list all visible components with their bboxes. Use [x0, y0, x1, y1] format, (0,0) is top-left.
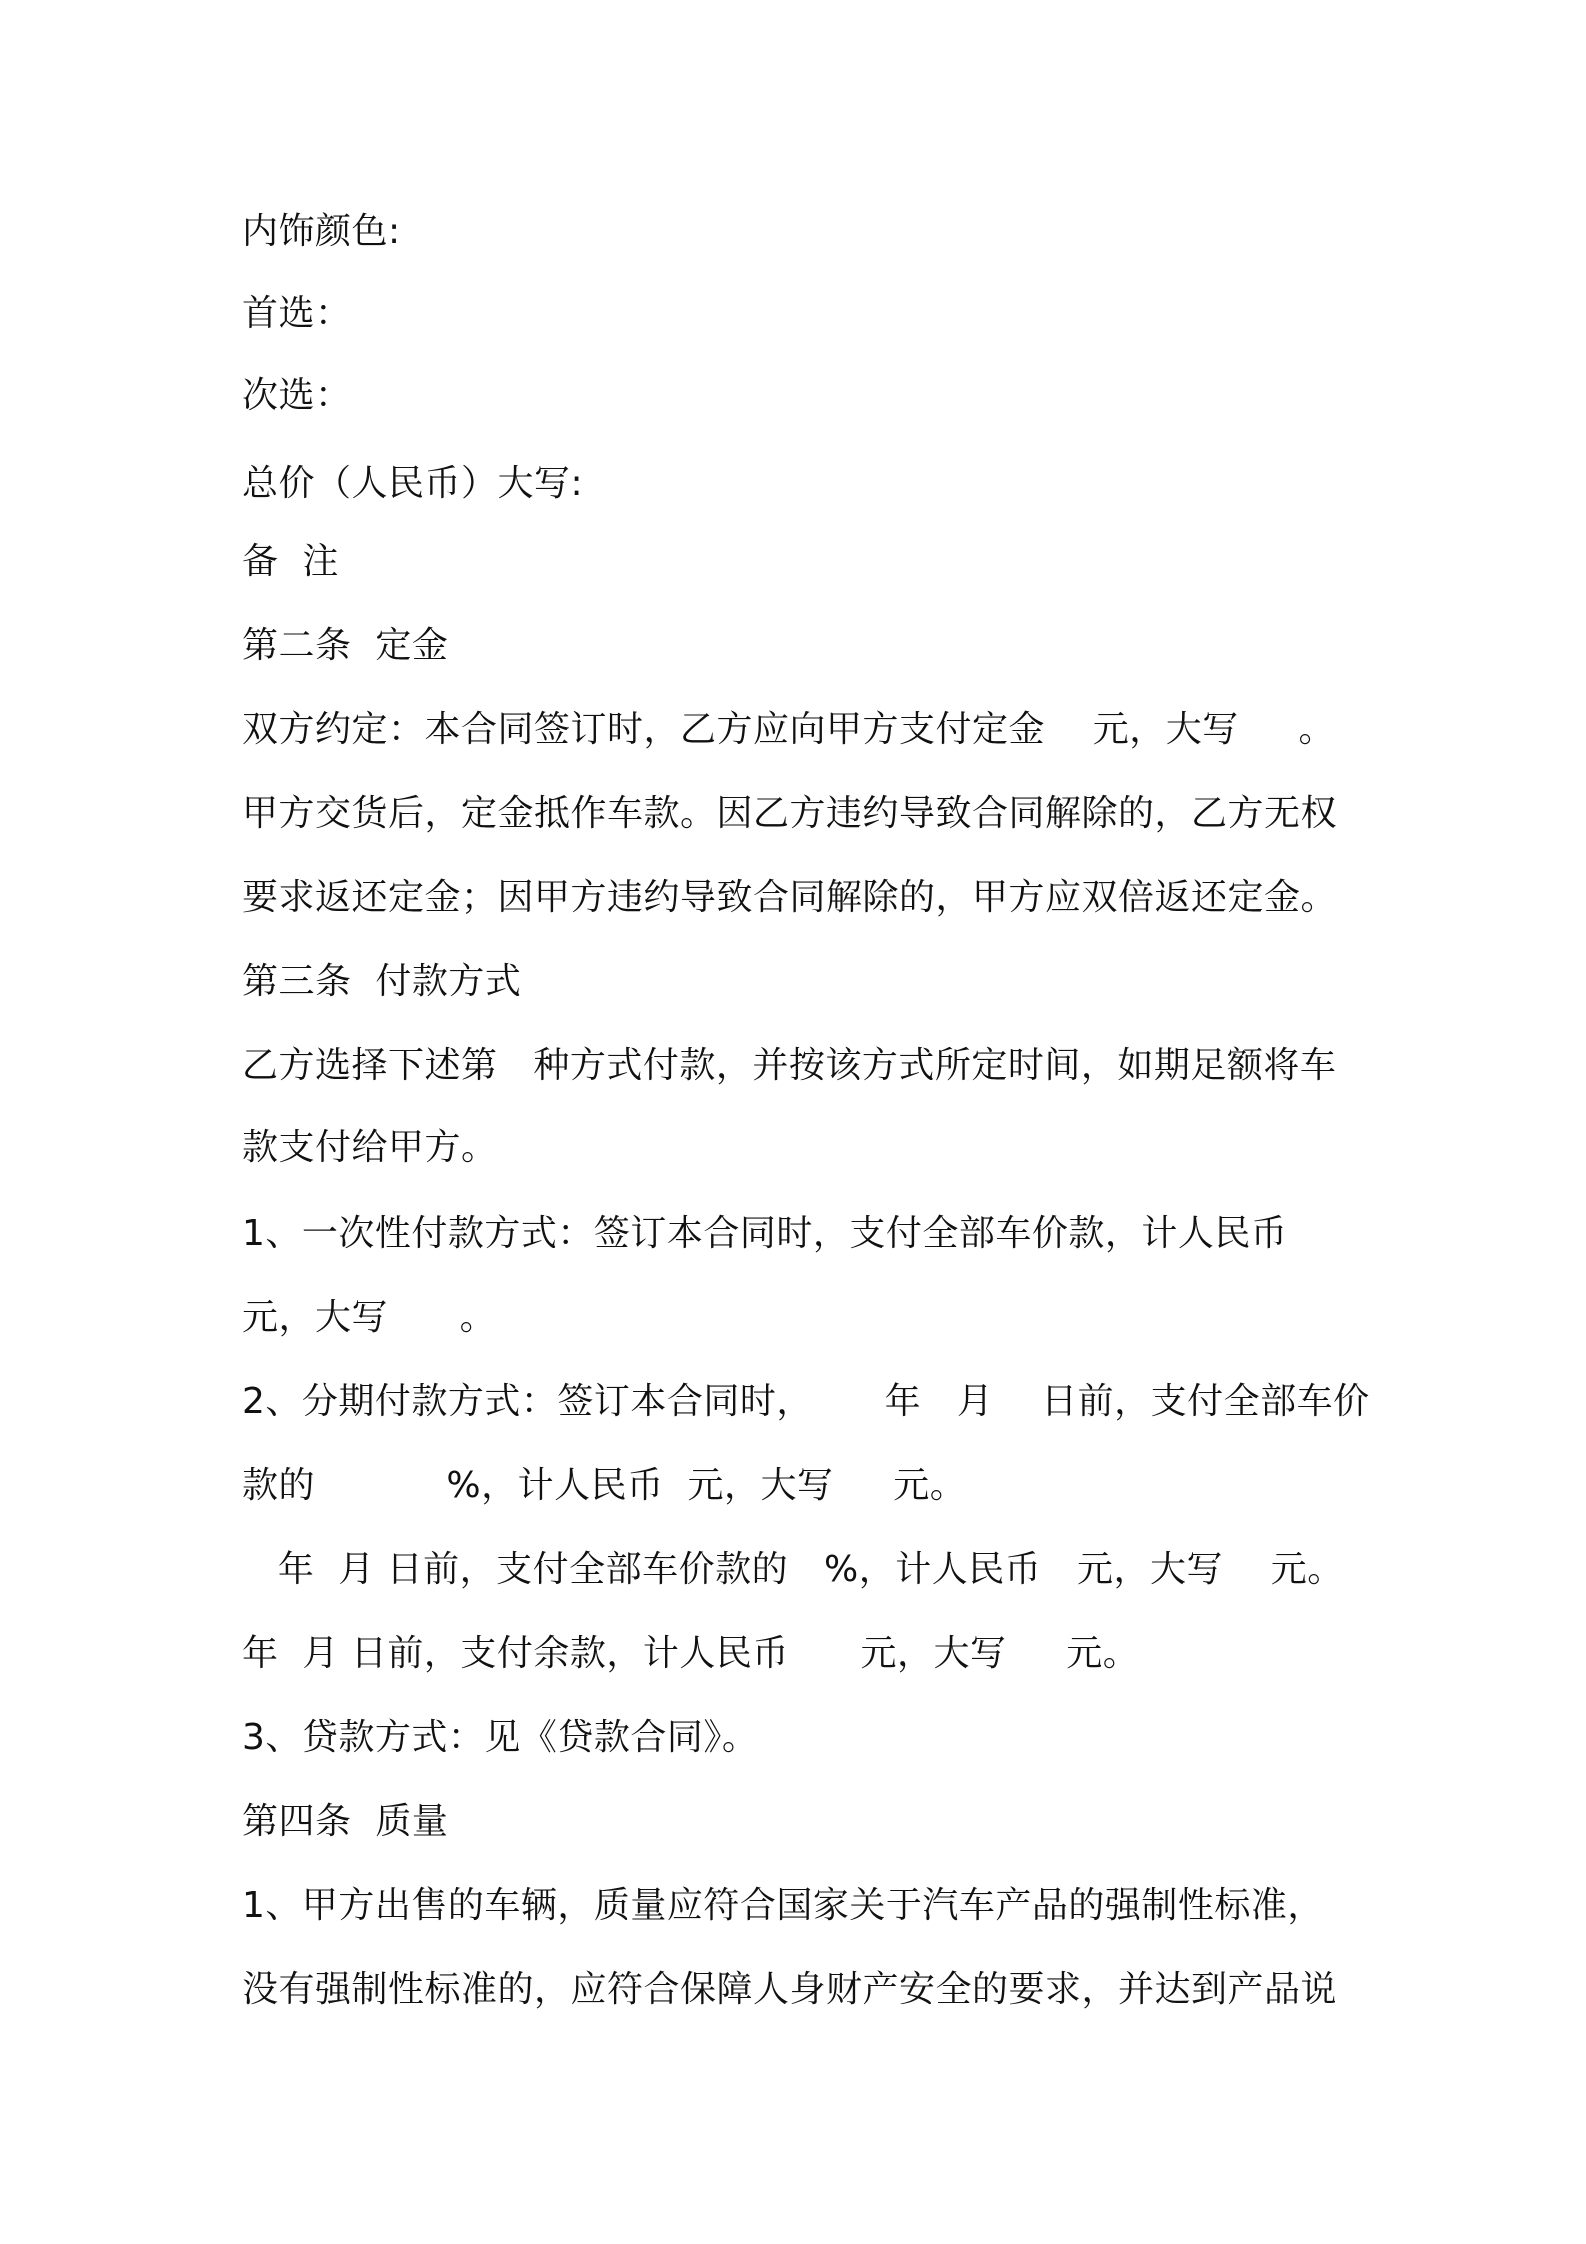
first-choice-label: 首选： [242, 293, 352, 334]
article-2-heading: 第二条 定金 [242, 625, 449, 666]
installment-payment-line-2: 款的 %，计人民币 元，大写 元。 [242, 1465, 967, 1506]
payment-paragraph-line-1: 乙方选择下述第 种方式付款，并按该方式所定时间，如期足额将车 [242, 1045, 1337, 1086]
interior-color-label: 内饰颜色: [242, 211, 401, 252]
payment-paragraph-line-2: 款支付给甲方。 [242, 1127, 498, 1168]
deposit-paragraph-line-3: 要求返还定金；因甲方违约导致合同解除的，甲方应双倍返还定金。 [242, 877, 1338, 918]
remarks-label: 备 注 [242, 541, 339, 582]
quality-paragraph-line-2: 没有强制性标准的，应符合保障人身财产安全的要求，并达到产品说 [242, 1969, 1338, 2010]
article-3-heading: 第三条 付款方式 [242, 961, 522, 1002]
article-4-heading: 第四条 质量 [242, 1801, 449, 1842]
total-price-label: 总价（人民币）大写: [242, 463, 584, 504]
lump-sum-payment-line-2: 元，大写 。 [242, 1297, 497, 1338]
loan-payment-line: 3、贷款方式：见《贷款合同》。 [242, 1717, 759, 1758]
lump-sum-payment-line-1: 1、一次性付款方式：签订本合同时，支付全部车价款，计人民币 [242, 1213, 1288, 1254]
deposit-paragraph-line-1: 双方约定：本合同签订时，乙方应向甲方支付定金 元，大写 。 [242, 709, 1335, 750]
deposit-paragraph-line-2: 甲方交货后，定金抵作车款。因乙方违约导致合同解除的，乙方无权 [242, 793, 1338, 834]
installment-payment-line-1: 2、分期付款方式：签订本合同时， 年 月 日前，支付全部车价 [242, 1381, 1370, 1422]
installment-payment-line-4: 年 月 日前，支付余款，计人民币 元，大写 元。 [242, 1633, 1140, 1674]
installment-payment-line-3: 年 月 日前，支付全部车价款的 %，计人民币 元，大写 元。 [242, 1549, 1344, 1590]
second-choice-label: 次选： [242, 375, 352, 416]
quality-paragraph-line-1: 1、甲方出售的车辆，质量应符合国家关于汽车产品的强制性标准， [242, 1885, 1324, 1926]
